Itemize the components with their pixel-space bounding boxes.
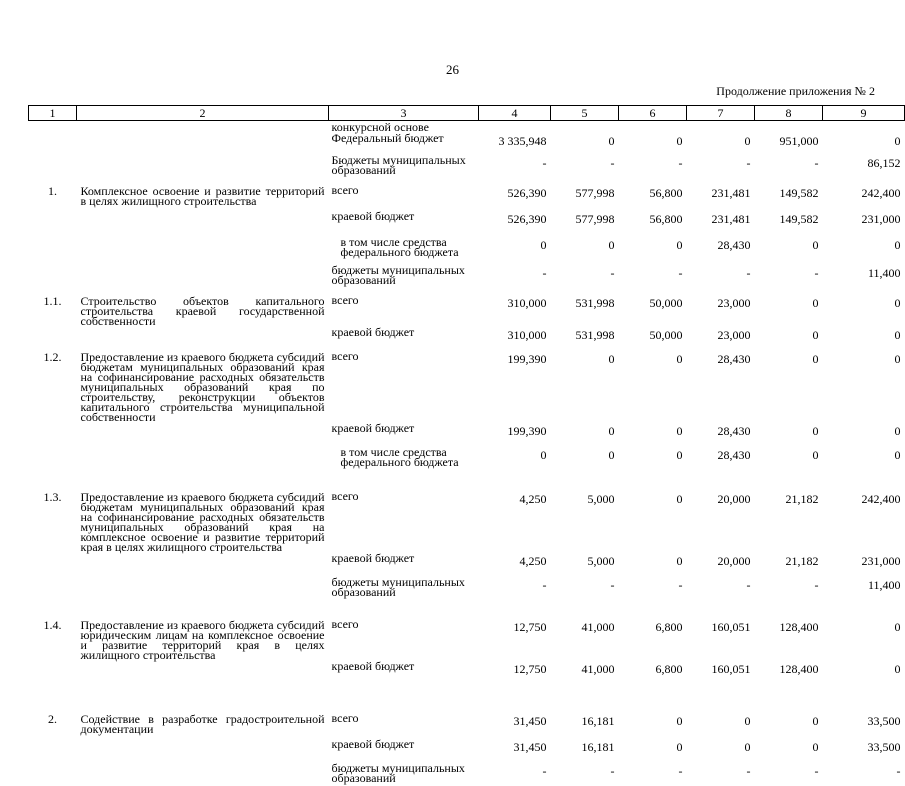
value-cell: 242,400: [861, 492, 901, 506]
value-cell: 31,450: [513, 714, 547, 728]
value-cell: 0: [744, 134, 751, 148]
value-cell: 5,000: [587, 554, 615, 568]
value-cell: 160,051: [711, 620, 751, 634]
budget-table: [28, 105, 905, 786]
column-header: 6: [619, 106, 687, 121]
row-number: [29, 236, 77, 264]
row-title: [77, 552, 329, 576]
table-row: [29, 660, 905, 712]
value-cell: -: [610, 156, 615, 170]
value-cell: 149,582: [779, 186, 819, 200]
row-number: [29, 326, 77, 350]
funding-source: краевой бюджет: [331, 209, 415, 223]
row-title: [77, 738, 329, 762]
value-cell: 0: [894, 424, 901, 438]
page-number: 26: [446, 62, 459, 77]
value-cell: 0: [676, 448, 683, 462]
table-row: [29, 552, 905, 576]
value-cell: 951,000: [779, 134, 819, 148]
value-cell: 0: [812, 424, 819, 438]
row-number: [29, 738, 77, 762]
row-title: Предоставление из краевого бюджета субсидий бюджетам муниципальных образований края на софинансирование расходных обязательств муниципальных образований края на комплексное освоение и развитие территорий края в целях жилищного строительства: [80, 490, 325, 554]
value-cell: -: [814, 578, 819, 592]
table-row: [29, 576, 905, 618]
funding-source: Бюджеты муниципальных образований: [331, 153, 466, 177]
row-title: [77, 660, 329, 712]
value-cell: 0: [540, 448, 547, 462]
funding-source: всего: [331, 489, 359, 503]
value-cell: 0: [894, 328, 901, 342]
value-cell: 0: [744, 740, 751, 754]
value-cell: 86,152: [867, 156, 901, 170]
value-cell: -: [542, 578, 547, 592]
value-cell: 28,430: [717, 448, 751, 462]
value-cell: 0: [812, 296, 819, 310]
value-cell: 28,430: [717, 352, 751, 366]
row-title: [77, 762, 329, 786]
value-cell: 160,051: [711, 662, 751, 676]
row-number: [29, 210, 77, 236]
value-cell: 531,998: [575, 328, 615, 342]
row-number: 1.: [48, 184, 57, 198]
value-cell: -: [678, 764, 683, 778]
value-cell: 0: [608, 134, 615, 148]
value-cell: -: [746, 578, 751, 592]
value-cell: 11,400: [867, 578, 901, 592]
table-row: [29, 326, 905, 350]
value-cell: 0: [894, 620, 901, 634]
row-number: 1.3.: [43, 490, 62, 504]
value-cell: 31,450: [513, 740, 547, 754]
value-cell: 41,000: [581, 662, 615, 676]
funding-source: Федеральный бюджет: [331, 131, 444, 145]
value-cell: 12,750: [513, 662, 547, 676]
value-cell: 0: [812, 352, 819, 366]
value-cell: 0: [676, 134, 683, 148]
funding-source: всего: [331, 183, 359, 197]
row-title: [77, 446, 329, 490]
row-title: Содействие в разработке градостроительной документации: [80, 712, 325, 736]
row-title: [77, 576, 329, 618]
row-title: [77, 210, 329, 236]
value-cell: 531,998: [575, 296, 615, 310]
value-cell: 0: [676, 714, 683, 728]
value-cell: 0: [540, 238, 547, 252]
value-cell: 28,430: [717, 424, 751, 438]
funding-source: всего: [331, 349, 359, 363]
value-cell: -: [814, 156, 819, 170]
value-cell: 128,400: [779, 662, 819, 676]
value-cell: 21,182: [785, 554, 819, 568]
value-cell: 526,390: [507, 186, 547, 200]
value-cell: 0: [676, 492, 683, 506]
table-row: [29, 618, 905, 660]
value-cell: 0: [894, 662, 901, 676]
funding-source: краевой бюджет: [331, 551, 415, 565]
value-cell: -: [610, 266, 615, 280]
table-row: [29, 132, 905, 154]
value-cell: 231,000: [861, 554, 901, 568]
value-cell: 3 335,948: [498, 134, 547, 148]
row-title: Предоставление из краевого бюджета субсидий бюджетам муниципальных образований края на софинансирование расходных обязательств муниципальных образований края по строительству, реконструкции объектов капитального строительства муниципальной собственности: [80, 350, 325, 424]
value-cell: 0: [894, 352, 901, 366]
row-number: [29, 446, 77, 490]
value-cell: 0: [676, 554, 683, 568]
continued-text: конкурсной основе: [331, 120, 429, 134]
table-row: [29, 184, 905, 210]
column-header: 1: [29, 106, 77, 121]
funding-source: в том числе средства федерального бюджета: [340, 445, 459, 469]
column-header: 3: [329, 106, 479, 121]
table-row: [29, 294, 905, 326]
row-number: [29, 660, 77, 712]
value-cell: 526,390: [507, 212, 547, 226]
row-title: [77, 132, 329, 154]
value-cell: -: [678, 266, 683, 280]
row-number: 1.2.: [43, 350, 62, 364]
value-cell: 28,430: [717, 238, 751, 252]
table-row: [29, 210, 905, 236]
value-cell: 41,000: [581, 620, 615, 634]
value-cell: 16,181: [581, 740, 615, 754]
table-row: [29, 264, 905, 294]
value-cell: 11,400: [867, 266, 901, 280]
funding-source: краевой бюджет: [331, 325, 415, 339]
table-row: [29, 712, 905, 738]
value-cell: 0: [744, 714, 751, 728]
value-cell: 231,481: [711, 212, 751, 226]
funding-source: краевой бюджет: [331, 737, 415, 751]
value-cell: 0: [812, 238, 819, 252]
value-cell: 0: [812, 740, 819, 754]
funding-source: бюджеты муниципальных образований: [331, 761, 465, 785]
value-cell: 33,500: [867, 740, 901, 754]
value-cell: 33,500: [867, 714, 901, 728]
value-cell: -: [678, 578, 683, 592]
row-title: [77, 154, 329, 184]
value-cell: -: [610, 764, 615, 778]
value-cell: -: [542, 764, 547, 778]
value-cell: 0: [812, 714, 819, 728]
value-cell: -: [746, 156, 751, 170]
table-row: [29, 154, 905, 184]
table-row: [29, 121, 905, 133]
value-cell: 4,250: [519, 492, 547, 506]
funding-source: всего: [331, 293, 359, 307]
value-cell: 0: [894, 238, 901, 252]
value-cell: -: [542, 266, 547, 280]
value-cell: 149,582: [779, 212, 819, 226]
value-cell: 50,000: [649, 328, 683, 342]
funding-source: краевой бюджет: [331, 421, 415, 435]
value-cell: -: [814, 266, 819, 280]
row-number: [29, 552, 77, 576]
value-cell: -: [746, 266, 751, 280]
value-cell: 5,000: [587, 492, 615, 506]
column-header: 4: [479, 106, 551, 121]
value-cell: -: [746, 764, 751, 778]
row-number: [29, 154, 77, 184]
column-header: 9: [823, 106, 905, 121]
value-cell: 0: [676, 740, 683, 754]
value-cell: 310,000: [507, 296, 547, 310]
value-cell: 20,000: [717, 554, 751, 568]
table-row: [29, 738, 905, 762]
row-title: [77, 236, 329, 264]
value-cell: 23,000: [717, 296, 751, 310]
funding-source: всего: [331, 711, 359, 725]
funding-source: бюджеты муниципальных образований: [331, 575, 465, 599]
value-cell: 21,182: [785, 492, 819, 506]
value-cell: 231,000: [861, 212, 901, 226]
value-cell: 0: [676, 238, 683, 252]
row-number: [29, 264, 77, 294]
value-cell: 0: [894, 448, 901, 462]
table-row: [29, 762, 905, 786]
row-number: 2.: [48, 712, 57, 726]
value-cell: 231,481: [711, 186, 751, 200]
value-cell: 0: [812, 328, 819, 342]
value-cell: -: [814, 764, 819, 778]
table-row: [29, 490, 905, 552]
value-cell: 16,181: [581, 714, 615, 728]
value-cell: 242,400: [861, 186, 901, 200]
value-cell: 0: [608, 448, 615, 462]
row-number: [29, 422, 77, 446]
value-cell: 0: [608, 238, 615, 252]
value-cell: 56,800: [649, 212, 683, 226]
row-title: Строительство объектов капитального строительства краевой государственной собственности: [80, 294, 325, 328]
value-cell: -: [542, 156, 547, 170]
column-header: 5: [551, 106, 619, 121]
appendix-caption: Продолжение приложения № 2: [716, 84, 875, 98]
value-cell: 0: [812, 448, 819, 462]
row-number: 1.1.: [43, 294, 62, 308]
row-number: [29, 576, 77, 618]
value-cell: 6,800: [655, 620, 683, 634]
value-cell: 12,750: [513, 620, 547, 634]
value-cell: 310,000: [507, 328, 547, 342]
table-row: [29, 446, 905, 490]
value-cell: 577,998: [575, 186, 615, 200]
row-title: Комплексное освоение и развитие территорий в целях жилищного строительства: [80, 184, 325, 208]
value-cell: 128,400: [779, 620, 819, 634]
value-cell: 0: [676, 424, 683, 438]
value-cell: 23,000: [717, 328, 751, 342]
row-title: Предоставление из краевого бюджета субсидий юридическим лицам на комплексное освоение и развитие территорий края в целях жилищного строительства: [80, 618, 325, 662]
value-cell: -: [896, 764, 901, 778]
funding-source: в том числе средства федерального бюджета: [340, 235, 459, 259]
table-row: [29, 422, 905, 446]
funding-source: бюджеты муниципальных образований: [331, 263, 465, 287]
table-header-row: [29, 106, 905, 121]
table-row: [29, 350, 905, 422]
value-cell: -: [678, 156, 683, 170]
row-title: [77, 264, 329, 294]
funding-source: всего: [331, 617, 359, 631]
value-cell: 50,000: [649, 296, 683, 310]
column-header: 2: [77, 106, 329, 121]
row-number: 1.4.: [43, 618, 62, 632]
value-cell: 4,250: [519, 554, 547, 568]
row-number: [29, 762, 77, 786]
column-header: 7: [687, 106, 755, 121]
value-cell: 0: [894, 134, 901, 148]
value-cell: 0: [676, 352, 683, 366]
table-row: [29, 236, 905, 264]
value-cell: 199,390: [507, 424, 547, 438]
row-number: [29, 132, 77, 154]
row-title: [77, 326, 329, 350]
value-cell: 0: [608, 352, 615, 366]
value-cell: 0: [608, 424, 615, 438]
value-cell: 20,000: [717, 492, 751, 506]
value-cell: -: [610, 578, 615, 592]
row-title: [77, 422, 329, 446]
value-cell: 0: [894, 296, 901, 310]
value-cell: 577,998: [575, 212, 615, 226]
value-cell: 6,800: [655, 662, 683, 676]
value-cell: 199,390: [507, 352, 547, 366]
funding-source: краевой бюджет: [331, 659, 415, 673]
column-header: 8: [755, 106, 823, 121]
value-cell: 56,800: [649, 186, 683, 200]
